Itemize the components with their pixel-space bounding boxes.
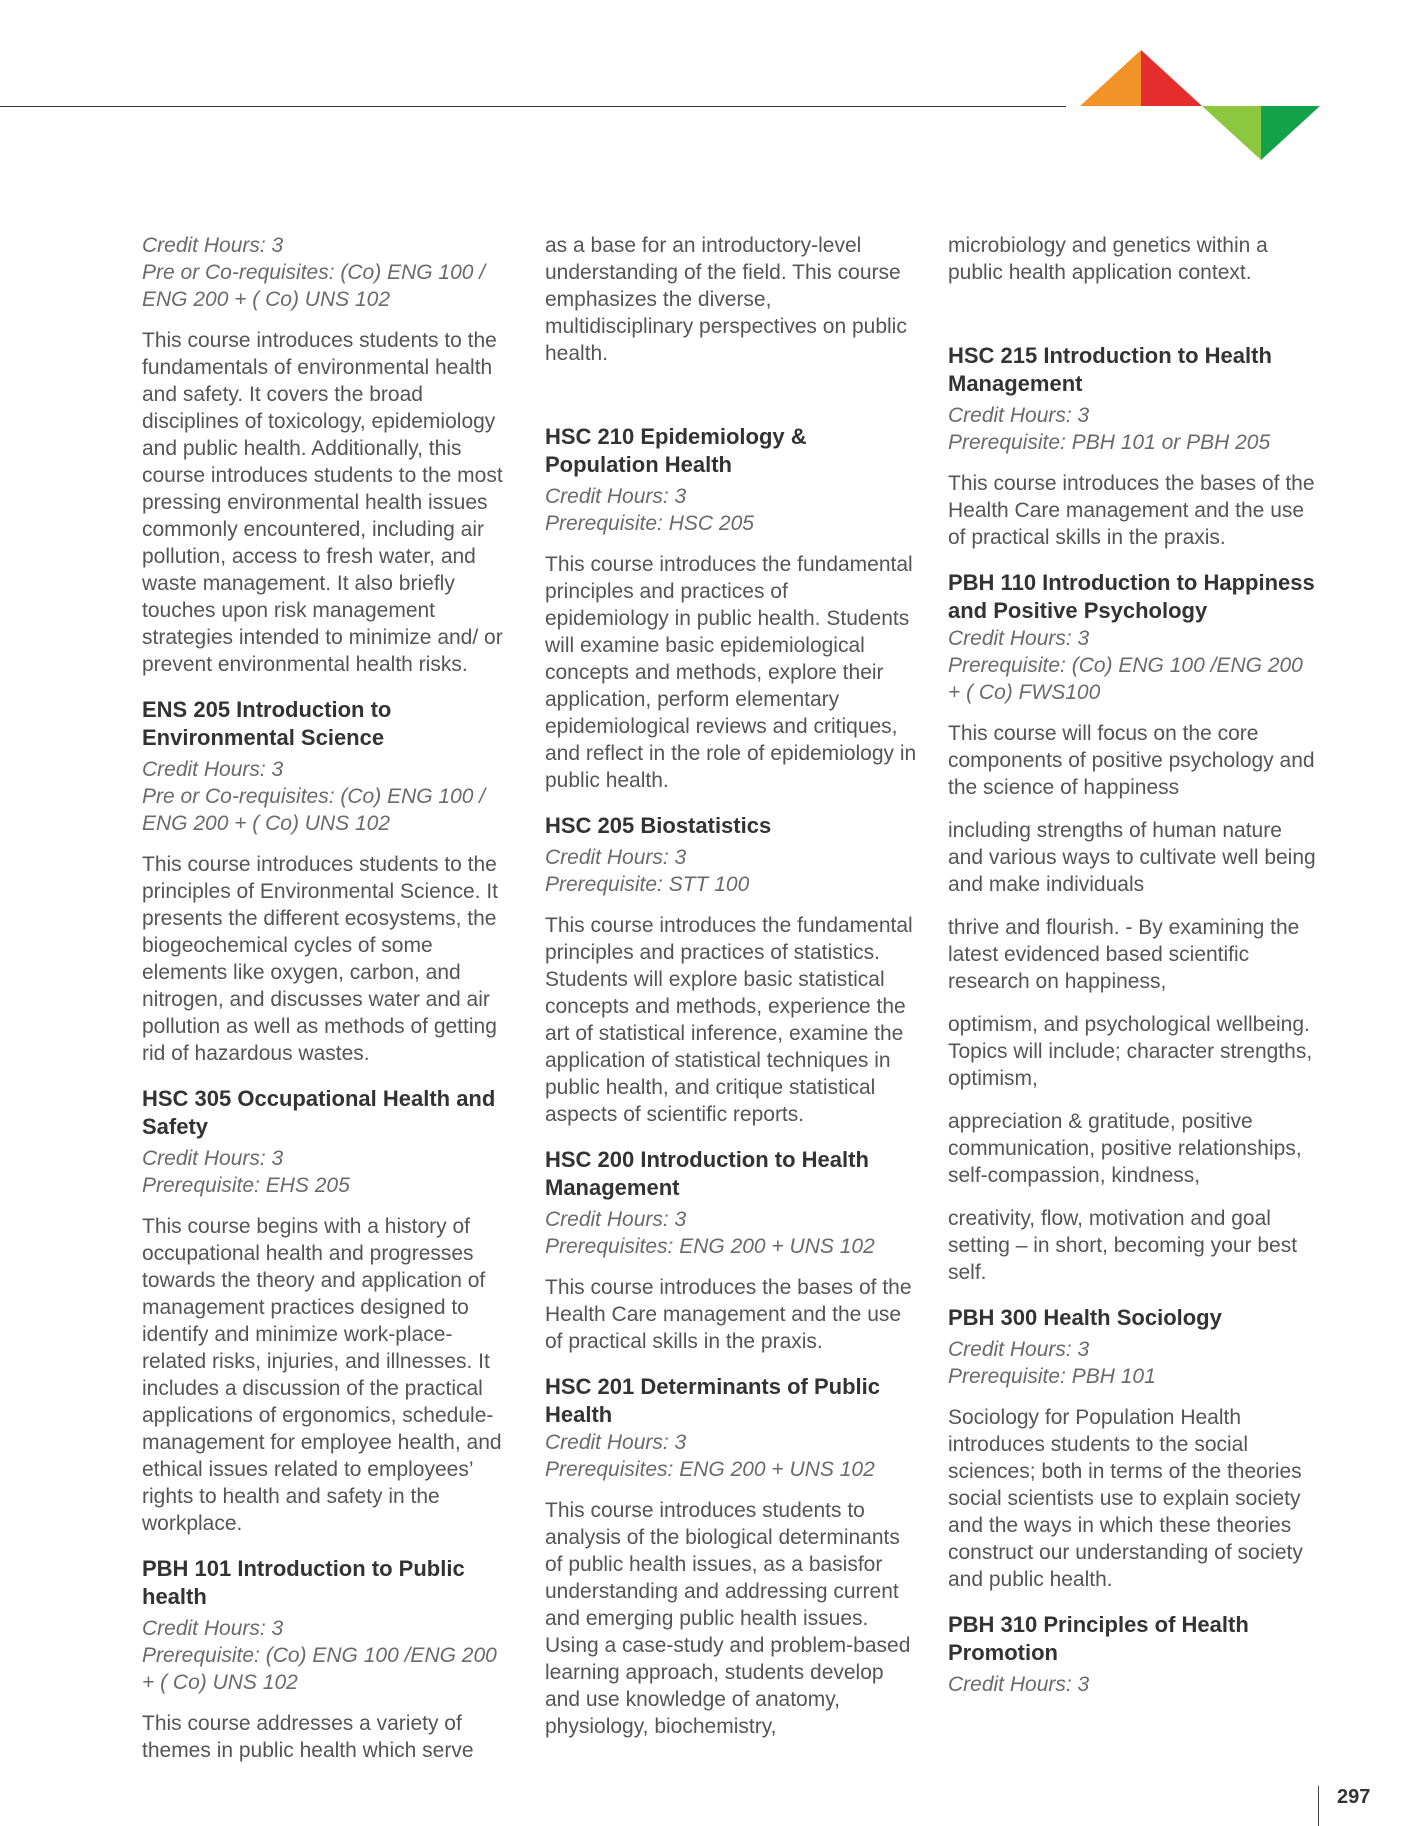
prerequisite: + ( Co) FWS100 — [948, 681, 1101, 704]
course-description: thrive and flourish. - By examining the latest evidenced based scientific research on happiness, — [948, 916, 1300, 993]
prerequisite: Pre or Co-requisites: (Co) ENG 100 / — [142, 785, 486, 808]
course-title: HSC 200 Introduction to Health Management — [545, 1147, 869, 1200]
logo-darkgreen-triangle — [1261, 106, 1320, 160]
credit-hours: Credit Hours: 3 — [948, 404, 1090, 427]
prerequisite: ENG 200 + ( Co) UNS 102 — [142, 812, 391, 835]
course-title: HSC 205 Biostatistics — [545, 813, 772, 838]
prerequisite: Prerequisite: (Co) ENG 100 /ENG 200 — [142, 1644, 497, 1667]
credit-hours: Credit Hours: 3 — [545, 846, 687, 869]
course-description: including strengths of human nature and various ways to cultivate well being and make individuals — [948, 819, 1316, 896]
course-description: This course introduces the bases of the Health Care management and the use of practical skills in the praxis. — [948, 472, 1315, 549]
course-description: This course introduces students to analysis of the biological determinants of public health issues, as a basisfor understanding and addressing current and emerging public health issues. Using a case-study and problem-based learning approach, students develop and use knowledge of anatomy, physiology, biochemistry, — [545, 1499, 911, 1738]
header-rule — [0, 106, 1066, 107]
course-meta — [142, 1615, 514, 1696]
prerequisite: ENG 200 + ( Co) UNS 102 — [142, 288, 391, 311]
page-number: 297 — [1337, 1786, 1371, 1808]
course-meta — [545, 1206, 917, 1260]
course-title: PBH 101 Introduction to Public health — [142, 1556, 465, 1609]
course-title: PBH 310 Principles of Health Promotion — [948, 1612, 1249, 1665]
prerequisite: Prerequisite: PBH 101 or PBH 205 — [948, 431, 1271, 454]
credit-hours: Credit Hours: 3 — [142, 758, 284, 781]
course-title: PBH 110 Introduction to Happiness and Positive Psychology — [948, 570, 1315, 623]
course-title: ENS 205 Introduction to Environmental Science — [142, 697, 392, 750]
column-middle — [545, 232, 917, 1756]
prerequisite: Prerequisite: PBH 101 — [948, 1365, 1156, 1388]
course-description: This course introduces students to the fundamentals of environmental health and safety. It covers the broad disciplines of toxicology, epidemiology and public health. Additionally, this course introduces students to the most pressing environmental health issues commonly encountered, including air pollution, access to fresh water, and waste management. It also briefly touches upon risk management strategies intended to minimize and/ or prevent environmental health risks. — [142, 329, 503, 676]
page-number-rule — [1318, 1786, 1319, 1826]
course-description: creativity, flow, motivation and goal setting – in short, becoming your best self. — [948, 1207, 1298, 1284]
course-meta — [545, 483, 917, 537]
prerequisite: Prerequisite: EHS 205 — [142, 1174, 350, 1197]
course-meta — [142, 232, 514, 313]
course-description: This course introduces the bases of the Health Care management and the use of practical skills in the praxis. — [545, 1276, 912, 1353]
triangles-logo — [1080, 50, 1320, 162]
prerequisite: Prerequisite: (Co) ENG 100 /ENG 200 — [948, 654, 1303, 677]
prerequisite: Pre or Co-requisites: (Co) ENG 100 / — [142, 261, 486, 284]
course-meta — [948, 1336, 1320, 1390]
credit-hours: Credit Hours: 3 — [948, 627, 1090, 650]
course-description: This course begins with a history of occupational health and progresses towards the theory and application of management practices designed to identify and minimize work-place-related risks, injuries, and illnesses. It includes a discussion of the practical applications of ergonomics, schedule-management for employee health, and ethical issues related to employees’ rights to health and safety in the workplace. — [142, 1215, 502, 1535]
course-meta — [948, 625, 1320, 706]
credit-hours: Credit Hours: 3 — [545, 485, 687, 508]
course-description: This course addresses a variety of themes in public health which serve — [142, 1712, 474, 1762]
credit-hours: Credit Hours: 3 — [948, 1673, 1090, 1696]
course-meta — [545, 1429, 917, 1483]
course-description: This course will focus on the core components of positive psychology and the science of happiness — [948, 722, 1315, 799]
credit-hours: Credit Hours: 3 — [142, 1617, 284, 1640]
course-title: PBH 300 Health Sociology — [948, 1305, 1222, 1330]
course-description: Sociology for Population Health introduces students to the social sciences; both in terms of the theories social scientists use to explain society and the ways in which these theories construct our understanding of society and public health. — [948, 1406, 1303, 1591]
course-description: This course introduces the fundamental principles and practices of statistics. Students will explore basic statistical concepts and methods, experience the art of statistical inference, examine the application of statistical techniques in public health, and critique statistical aspects of scientific reports. — [545, 914, 913, 1126]
column-right — [948, 232, 1320, 1712]
credit-hours: Credit Hours: 3 — [142, 1147, 284, 1170]
logo-red-triangle — [1141, 50, 1202, 106]
course-title: HSC 210 Epidemiology & Population Health — [545, 424, 807, 477]
course-meta — [948, 1671, 1320, 1698]
column-left — [142, 232, 514, 1780]
credit-hours: Credit Hours: 3 — [948, 1338, 1090, 1361]
prerequisite: Prerequisites: ENG 200 + UNS 102 — [545, 1458, 875, 1481]
course-description: as a base for an introductory-level understanding of the field. This course emphasizes the diverse, multidisciplinary perspectives on public health. — [545, 234, 907, 365]
credit-hours: Credit Hours: 3 — [545, 1431, 687, 1454]
prerequisite: Prerequisite: STT 100 — [545, 873, 750, 896]
course-meta — [948, 402, 1320, 456]
prerequisite: Prerequisites: ENG 200 + UNS 102 — [545, 1235, 875, 1258]
course-description: optimism, and psychological wellbeing. Topics will include; character strengths, optimism, — [948, 1013, 1313, 1090]
course-description: appreciation & gratitude, positive communication, positive relationships, self-compassion, kindness, — [948, 1110, 1302, 1187]
course-meta — [142, 756, 514, 837]
credit-hours: Credit Hours: 3 — [142, 234, 284, 257]
logo-orange-triangle — [1080, 50, 1141, 106]
course-meta — [142, 1145, 514, 1199]
course-title: HSC 201 Determinants of Public Health — [545, 1374, 880, 1427]
course-description: This course introduces the fundamental principles and practices of epidemiology in public health. Students will examine basic epidemiological concepts and methods, explore their application, perform elementary epidemiological reviews and critiques, and reflect in the role of epidemiology in public health. — [545, 553, 917, 792]
logo-lightgreen-triangle — [1202, 106, 1261, 160]
course-description: microbiology and genetics within a public health application context. — [948, 234, 1268, 284]
prerequisite: Prerequisite: HSC 205 — [545, 512, 754, 535]
course-title: HSC 215 Introduction to Health Management — [948, 343, 1272, 396]
prerequisite: + ( Co) UNS 102 — [142, 1671, 298, 1694]
course-description: This course introduces students to the principles of Environmental Science. It presents the different ecosystems, the biogeochemical cycles of some elements like oxygen, carbon, and nitrogen, and discusses water and air pollution as well as methods of getting rid of hazardous wastes. — [142, 853, 499, 1065]
course-meta — [545, 844, 917, 898]
credit-hours: Credit Hours: 3 — [545, 1208, 687, 1231]
course-title: HSC 305 Occupational Health and Safety — [142, 1086, 496, 1139]
